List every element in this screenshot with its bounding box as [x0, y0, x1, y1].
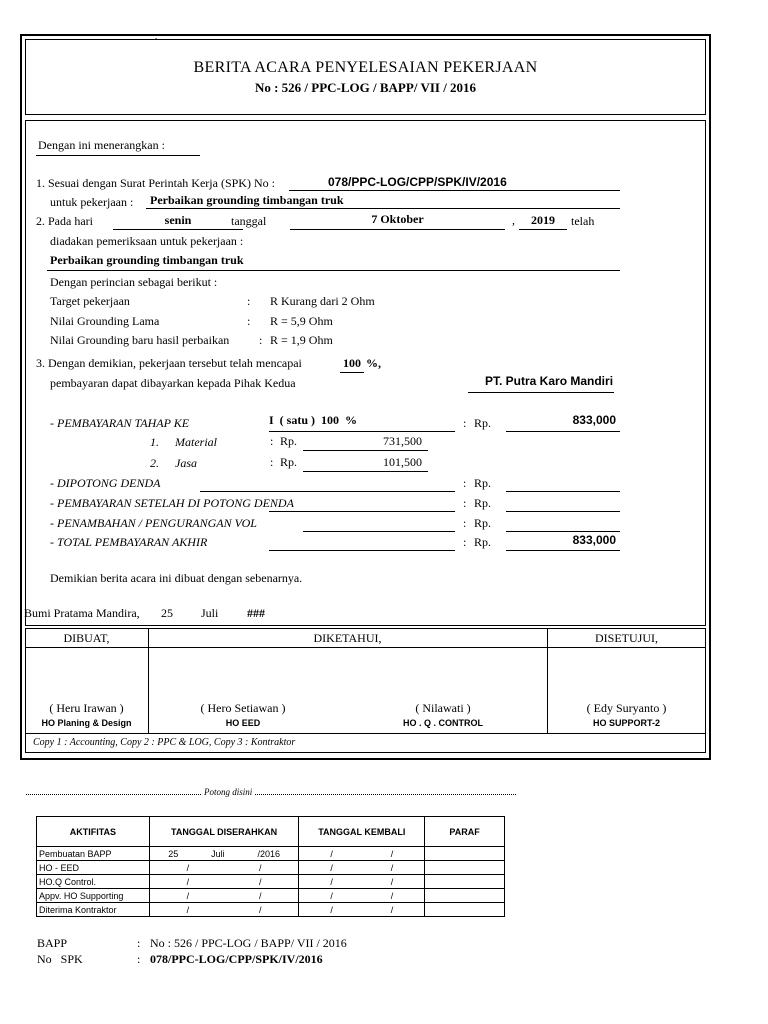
payment-to-text: pembayaran dapat dibayarkan kepada Pihak Kedua: [50, 376, 296, 390]
item2-label: 2. Pada hari: [36, 214, 93, 228]
year-underline: [519, 229, 567, 230]
date-part: /: [390, 890, 394, 901]
intro-underline: [36, 155, 200, 156]
footer-spk-value: 078/PPC-LOG/CPP/SPK/IV/2016: [150, 952, 323, 966]
activity-cell: HO.Q Control.: [37, 875, 150, 889]
contractor-underline: [468, 392, 614, 393]
paraf-cell: [425, 875, 505, 889]
date-part: /: [259, 904, 262, 915]
date-value: 7 Oktober: [371, 212, 424, 226]
payment-row-colon: :: [463, 516, 467, 530]
footer-bapp-sep: :: [137, 936, 141, 950]
dibuat-header: DIBUAT,: [63, 631, 110, 645]
intro-text: Dengan ini menerangkan :: [38, 138, 165, 152]
returned-date-cell: [299, 889, 425, 903]
returned-date-parts: [301, 863, 422, 873]
place: Bumi Pratama Mandira,: [24, 606, 140, 620]
spk-number: 078/PPC-LOG/CPP/SPK/IV/2016: [328, 175, 507, 189]
given-date-cell: [149, 861, 299, 875]
inspected-job: Perbaikan grounding timbangan truk: [50, 253, 244, 267]
closing-text: Demikian berita acara ini dibuat dengan sebenarnya.: [50, 571, 303, 585]
stage-amount: 833,000: [572, 413, 616, 427]
signature-role-divider: [25, 733, 706, 734]
job-label: untuk pekerjaan :: [50, 195, 134, 209]
detail-value: R Kurang dari 2 Ohm: [270, 294, 375, 308]
sub-name: Jasa: [175, 456, 197, 470]
payment-row-rp: Rp.: [474, 516, 492, 530]
sub-no: 1.: [150, 435, 159, 449]
total-amount: 833,000: [572, 533, 616, 547]
payment-row-label: - DIPOTONG DENDA: [50, 476, 161, 490]
date-part: /: [259, 862, 262, 873]
signer-name: ( Hero Setiawan ): [200, 701, 286, 715]
payment-row-amount-underline: [506, 491, 620, 492]
table-row: [37, 889, 505, 903]
stage-amount-underline: [506, 431, 620, 432]
table-row: [37, 875, 505, 889]
date-comma: ,: [512, 213, 515, 227]
footer-spk-sep: :: [137, 952, 141, 966]
activity-cell: Appv. HO Supporting: [37, 889, 150, 903]
date-part: /2016: [257, 848, 280, 859]
payment-row-colon: :: [463, 535, 467, 549]
given-date-cell: [149, 903, 299, 917]
sub-amount-underline: [303, 450, 428, 451]
signer-name: ( Heru Irawan ): [49, 701, 124, 715]
date-part: /: [390, 848, 394, 859]
sub-colon: :: [270, 434, 274, 448]
payment-row-label: - PEMBAYARAN SETELAH DI POTONG DENDA: [50, 496, 294, 510]
date-underline: [290, 229, 505, 230]
given-date-parts: [152, 891, 297, 901]
sub-rp: Rp.: [280, 455, 298, 469]
sub-amount: 731,500: [383, 434, 422, 448]
signature-header-divider: [25, 647, 706, 648]
returned-date-parts: [301, 849, 422, 859]
given-date-parts: [152, 905, 297, 915]
detail-intro: Dengan perincian sebagai berikut :: [50, 275, 218, 289]
year-value: 2019: [531, 213, 555, 227]
date-part: /: [390, 876, 394, 887]
sign-year: ###: [247, 606, 265, 620]
date-part: 25: [168, 848, 179, 859]
paraf-cell: [425, 889, 505, 903]
stage-colon: :: [463, 416, 467, 430]
cut-line: [26, 787, 516, 797]
stage-underline: [269, 431, 455, 432]
date-part: /: [330, 890, 333, 901]
item3-label: 3. Dengan demikian, pekerjaan tersebut telah mencapai: [36, 356, 302, 370]
given-date-parts: [152, 849, 297, 859]
date-part: /: [259, 890, 262, 901]
sub-no: 2.: [150, 456, 159, 470]
returned-date-parts: [301, 905, 422, 915]
paraf-cell: [425, 847, 505, 861]
given-date-cell: [149, 875, 299, 889]
header-paraf: PARAF: [425, 817, 505, 847]
table-row: [37, 903, 505, 917]
detail-sep: :: [247, 294, 251, 308]
payment-row-rp: Rp.: [474, 535, 492, 549]
sub-name: Material: [175, 435, 217, 449]
detail-value: R = 1,9 Ohm: [270, 333, 333, 347]
sub-rp: Rp.: [280, 434, 298, 448]
payment-row-rp: Rp.: [474, 476, 492, 490]
tracking-table: [36, 816, 505, 917]
detail-sep: :: [247, 314, 251, 328]
date-part: /: [330, 862, 333, 873]
payment-row-label: - PENAMBAHAN / PENGURANGAN VOL: [50, 516, 257, 530]
signer-role: HO SUPPORT-2: [592, 718, 660, 728]
returned-date-parts: [301, 891, 422, 901]
activity-cell: Pembuatan BAPP: [37, 847, 150, 861]
signer-name: ( Edy Suryanto ): [586, 701, 667, 715]
sign-day: 25: [161, 606, 173, 620]
table-row: [37, 847, 505, 861]
percent-underline: [340, 372, 364, 373]
copy-note: Copy 1 : Accounting, Copy 2 : PPC & LOG, Copy 3 : Kontraktor: [33, 737, 296, 748]
item1-label: 1. Sesuai dengan Surat Perintah Kerja (SPK) No :: [36, 176, 275, 190]
date-part: /: [390, 904, 394, 915]
date-part: /: [330, 904, 333, 915]
job-name: Perbaikan grounding timbangan truk: [150, 193, 344, 207]
sub-colon: :: [270, 455, 274, 469]
returned-date-cell: [299, 875, 425, 889]
cut-line-dots-left: [26, 794, 201, 795]
date-part: Juli: [211, 848, 225, 859]
signer-role: HO Planing & Design: [41, 718, 132, 728]
given-date-cell: [149, 847, 299, 861]
detail-sep: :: [259, 333, 263, 347]
date-part: /: [186, 876, 190, 887]
payment-row-underline: [200, 491, 455, 492]
detail-label: Target pekerjaan: [50, 294, 130, 308]
job-underline: [146, 208, 620, 209]
detail-value: R = 5,9 Ohm: [270, 314, 333, 328]
document-number: No : 526 / PPC-LOG / BAPP/ VII / 2016: [254, 80, 477, 95]
date-label: tanggal: [231, 214, 267, 228]
inspected-job-underline: [47, 270, 620, 271]
payment-row-amount-underline: [506, 511, 620, 512]
total-amount-underline: [506, 550, 620, 551]
header-tanggal-kembali: TANGGAL KEMBALI: [299, 817, 425, 847]
payment-row-underline: [303, 531, 455, 532]
date-part: /: [186, 904, 190, 915]
diketahui-header: DIKETAHUI,: [313, 631, 382, 645]
returned-date-parts: [301, 877, 422, 887]
returned-date-cell: [299, 903, 425, 917]
date-part: /: [186, 890, 190, 901]
date-part: /: [259, 876, 262, 887]
date-part: /: [390, 862, 394, 873]
footer-bapp-value: No : 526 / PPC-LOG / BAPP/ VII / 2016: [150, 936, 347, 950]
document-title: BERITA ACARA PENYELESAIAN PEKERJAAN: [193, 59, 538, 76]
date-part: /: [330, 876, 333, 887]
contractor-name: PT. Putra Karo Mandiri: [485, 374, 614, 388]
sub-amount: 101,500: [383, 455, 422, 469]
payment-row-colon: :: [463, 496, 467, 510]
given-date-cell: [149, 889, 299, 903]
signer-role: HO . Q . CONTROL: [403, 718, 483, 728]
percent-value: 100: [343, 356, 361, 370]
activity-cell: Diterima Kontraktor: [37, 903, 150, 917]
payment-row-rp: Rp.: [474, 496, 492, 510]
given-date-parts: [152, 863, 297, 873]
inspection-text: diadakan pemeriksaan untuk pekerjaan :: [50, 234, 244, 248]
sign-month: Juli: [201, 606, 219, 620]
detail-label: Nilai Grounding Lama: [50, 314, 160, 328]
returned-date-cell: [299, 861, 425, 875]
cut-line-dots-right: [255, 794, 516, 795]
header-box: [25, 39, 706, 115]
top-mark: .: [155, 31, 158, 41]
returned-date-cell: [299, 847, 425, 861]
disetujui-header: DISETUJUI,: [595, 631, 658, 645]
paraf-cell: [425, 861, 505, 875]
paraf-cell: [425, 903, 505, 917]
payment-row-amount-underline: [506, 531, 620, 532]
payment-stage-label: - PEMBAYARAN TAHAP KE: [50, 416, 190, 430]
day-underline: [113, 229, 243, 230]
payment-row-colon: :: [463, 476, 467, 490]
footer-bapp-label: BAPP: [37, 936, 68, 950]
spk-underline: [289, 190, 620, 191]
payment-stage-value: I ( satu ) 100 %: [269, 413, 358, 427]
payment-row-underline: [269, 511, 455, 512]
footer-spk-label: No SPK: [37, 952, 83, 966]
header-tanggal-diserahkan: TANGGAL DISERAHKAN: [149, 817, 299, 847]
header-aktifitas: AKTIFITAS: [37, 817, 150, 847]
detail-label: Nilai Grounding baru hasil perbaikan: [50, 333, 230, 347]
activity-cell: HO - EED: [37, 861, 150, 875]
day-value: senin: [164, 213, 192, 227]
table-row: [37, 861, 505, 875]
stage-rp: Rp.: [474, 416, 492, 430]
signer-name: ( Nilawati ): [415, 701, 471, 715]
sub-amount-underline: [303, 471, 428, 472]
date-part: /: [330, 848, 333, 859]
tracking-header-row: [37, 817, 505, 847]
payment-row-label: - TOTAL PEMBAYARAN AKHIR: [50, 535, 208, 549]
payment-row-underline: [269, 550, 455, 551]
given-date-parts: [152, 877, 297, 887]
cut-line-label: Potong disini: [204, 787, 253, 797]
telah-text: telah: [571, 214, 595, 228]
signer-role: HO EED: [225, 718, 261, 728]
percent-sign: %,: [366, 356, 381, 370]
date-part: /: [186, 862, 190, 873]
